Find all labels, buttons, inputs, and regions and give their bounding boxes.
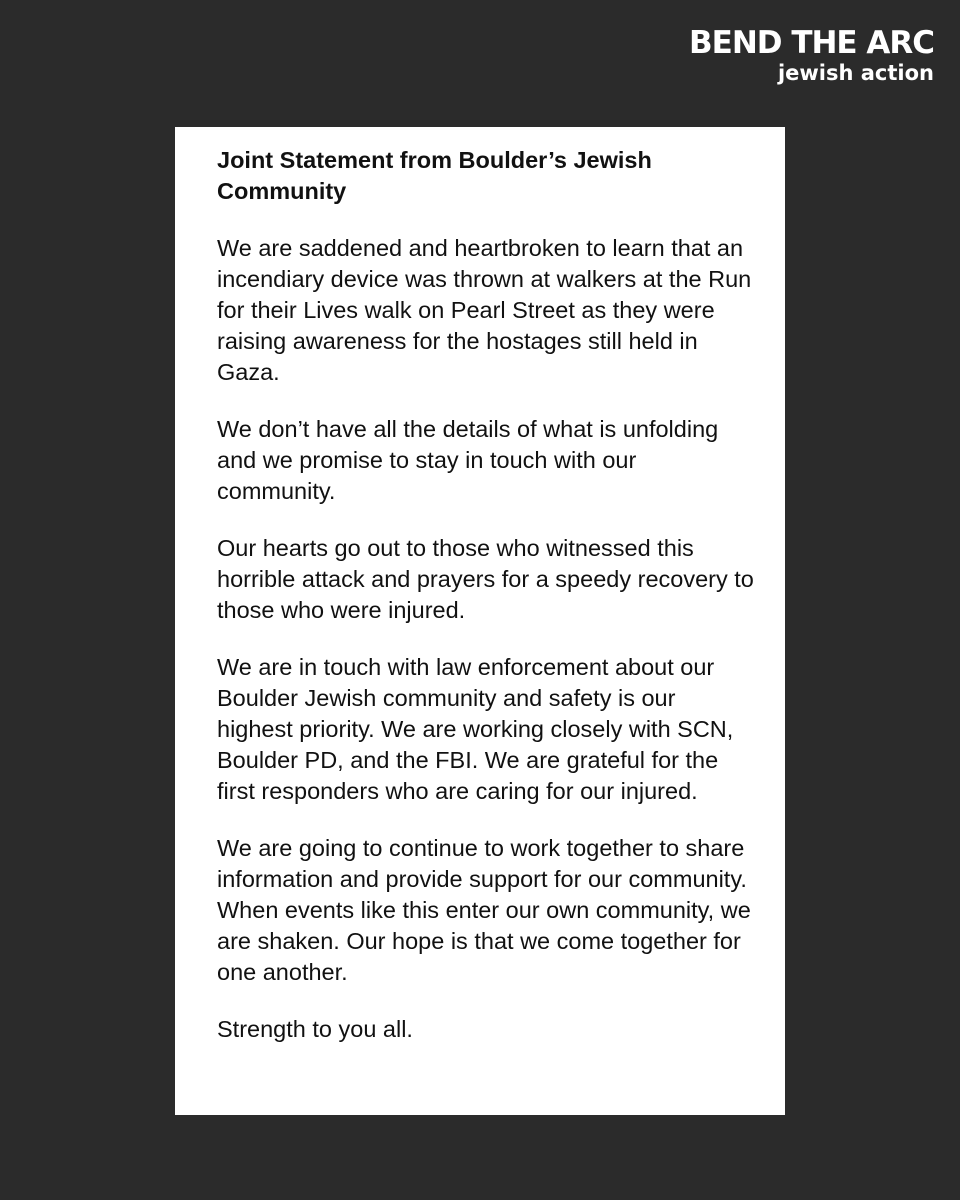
logo-wordmark: BEND THE ARC bbox=[689, 25, 934, 61]
statement-title: Joint Statement from Boulder’s Jewish Community bbox=[217, 147, 652, 204]
statement-paragraph-1: We are saddened and heartbroken to learn that an incendiary device was thrown at walkers at the Run for their Lives walk on Pearl Street as they were raising awareness for the hostages still held in Gaza. bbox=[217, 235, 752, 385]
statement-card bbox=[175, 127, 785, 1115]
logo-tagline: jewish action bbox=[777, 61, 934, 85]
bend-the-arc-logo bbox=[689, 25, 934, 86]
statement-paragraph-2: We don’t have all the details of what is unfolding and we promise to stay in touch with our community. bbox=[217, 416, 719, 504]
statement-paragraph-3: Our hearts go out to those who witnessed this horrible attack and prayers for a speedy recovery to those who were injured. bbox=[217, 535, 754, 623]
statement-closing: Strength to you all. bbox=[217, 1016, 413, 1042]
statement-paragraph-4: We are in touch with law enforcement about our Boulder Jewish community and safety is our highest priority. We are working closely with SCN, Boulder PD, and the FBI. We are grateful for the first responders who are caring for our injured. bbox=[217, 654, 734, 804]
statement-paragraph-5: We are going to continue to work together to share information and provide support for our community. When events like this enter our own community, we are shaken. Our hope is that we come together for one another. bbox=[217, 835, 751, 985]
